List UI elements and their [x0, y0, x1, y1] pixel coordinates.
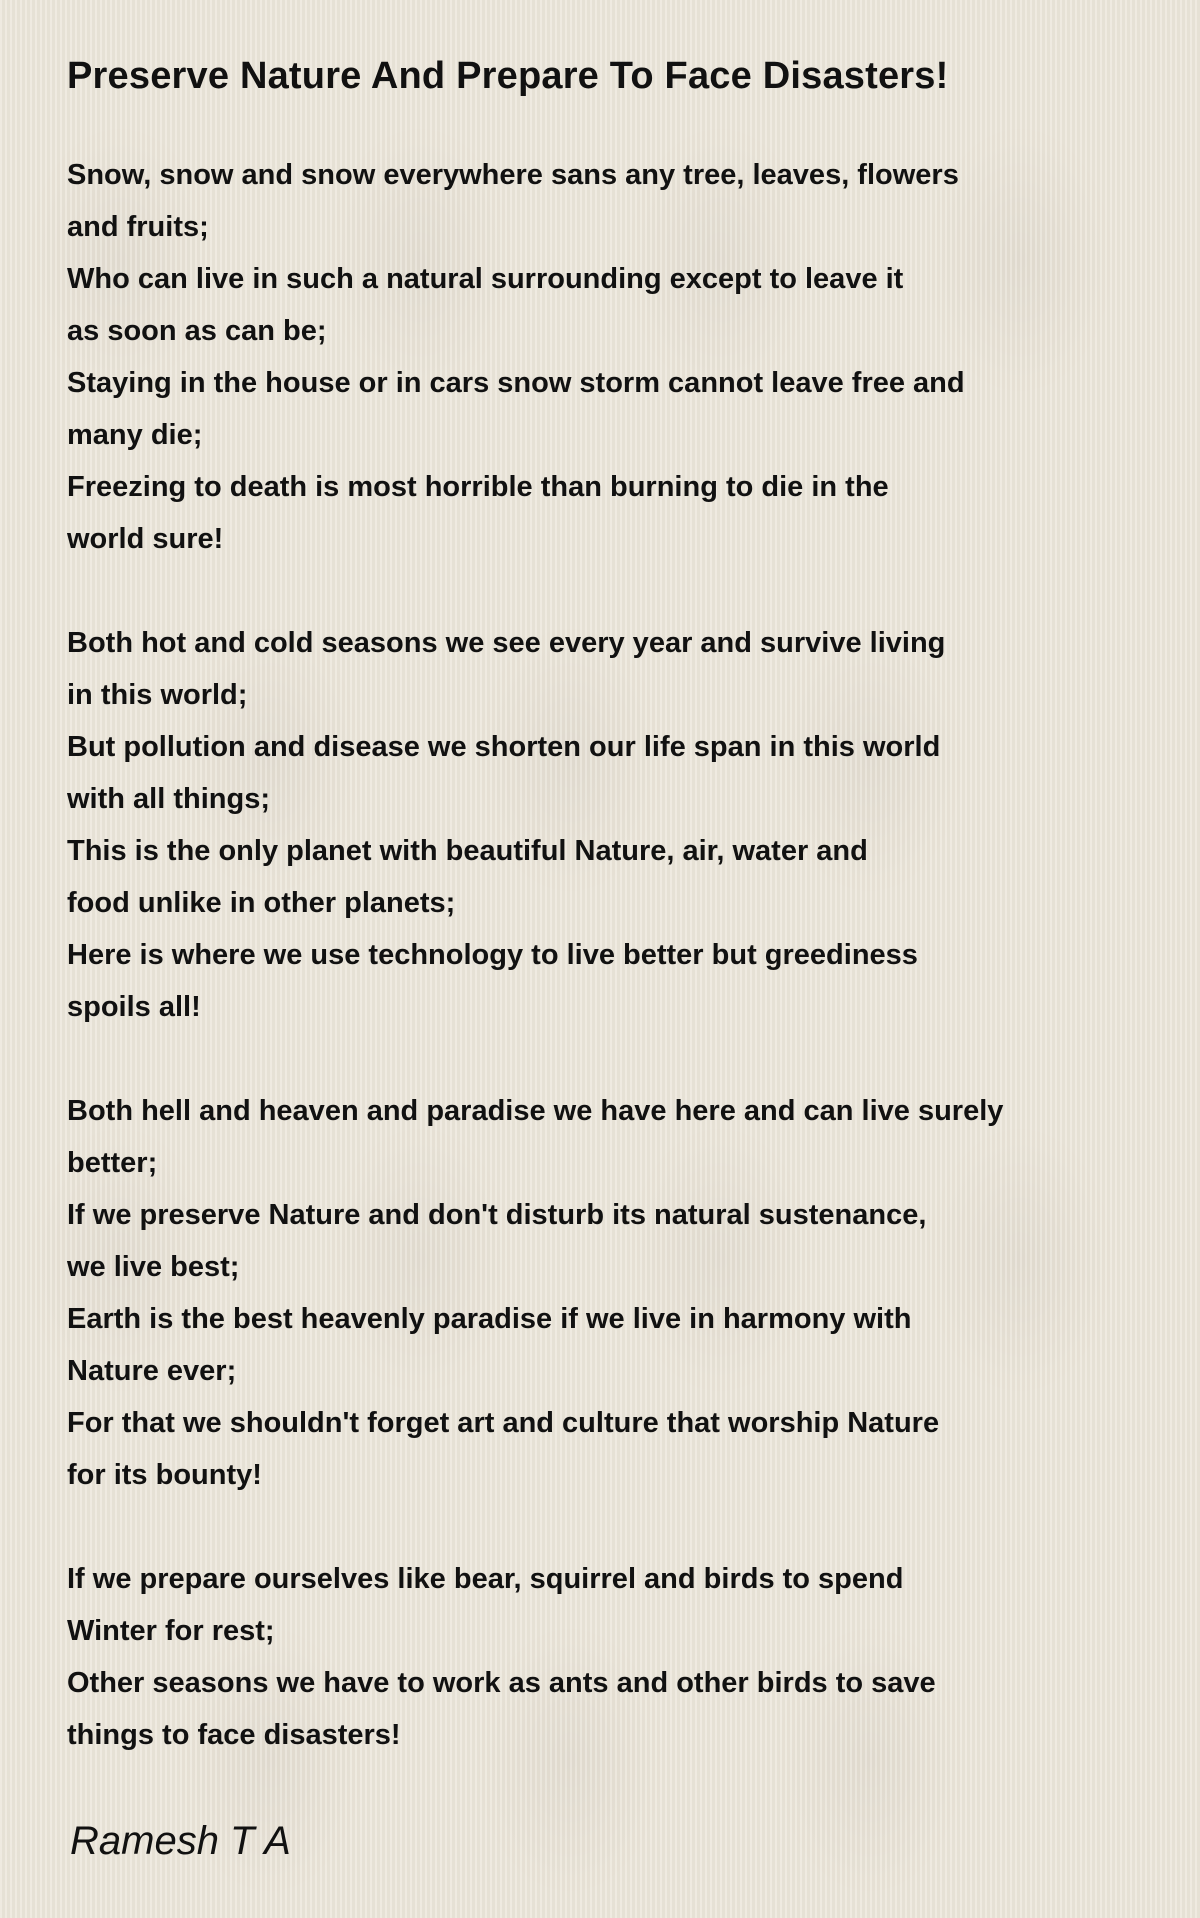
- poem-line: many die;: [67, 419, 203, 451]
- poem-line: with all things;: [67, 783, 270, 815]
- poem-line: Here is where we use technology to live better but greediness: [67, 939, 918, 971]
- poem-line: better;: [67, 1147, 158, 1179]
- poem-line: If we preserve Nature and don't disturb its natural sustenance,: [67, 1199, 927, 1231]
- poem-line: Snow, snow and snow everywhere sans any tree, leaves, flowers: [67, 159, 959, 191]
- stanza-3: [67, 1085, 1167, 1501]
- poem-line: Other seasons we have to work as ants and other birds to save: [67, 1667, 936, 1699]
- poem-line: Staying in the house or in cars snow storm cannot leave free and: [67, 367, 965, 399]
- poem-title: Preserve Nature And Prepare To Face Disasters!: [67, 55, 949, 97]
- poem-line: Both hell and heaven and paradise we have here and can live surely: [67, 1095, 1004, 1127]
- poem-line: we live best;: [67, 1251, 240, 1283]
- poem-line: as soon as can be;: [67, 315, 327, 347]
- poem-line: and fruits;: [67, 211, 209, 243]
- poem-line: Both hot and cold seasons we see every year and survive living: [67, 627, 946, 659]
- poem-line: But pollution and disease we shorten our life span in this world: [67, 731, 941, 763]
- stanza-2: [67, 617, 1167, 1033]
- poem-line: food unlike in other planets;: [67, 887, 456, 919]
- stanza-1: [67, 149, 1167, 565]
- poem-body: [67, 149, 1167, 1813]
- poem-line: Earth is the best heavenly paradise if we live in harmony with: [67, 1303, 912, 1335]
- poem-line: For that we shouldn't forget art and culture that worship Nature: [67, 1407, 940, 1439]
- poem-line: in this world;: [67, 679, 248, 711]
- stanza-4: [67, 1553, 1167, 1761]
- poem-line: Who can live in such a natural surrounding except to leave it: [67, 263, 904, 295]
- poem-line: Nature ever;: [67, 1355, 237, 1387]
- poem-line: Winter for rest;: [67, 1615, 275, 1647]
- poem-author: Ramesh T A: [70, 1819, 291, 1863]
- poem-line: spoils all!: [67, 991, 201, 1023]
- poem-line: world sure!: [67, 523, 224, 555]
- poem-line: If we prepare ourselves like bear, squirrel and birds to spend: [67, 1563, 904, 1595]
- poem-line: for its bounty!: [67, 1459, 262, 1491]
- poem-line: things to face disasters!: [67, 1719, 401, 1751]
- poem-line: Freezing to death is most horrible than burning to die in the: [67, 471, 889, 503]
- poem-line: This is the only planet with beautiful Nature, air, water and: [67, 835, 868, 867]
